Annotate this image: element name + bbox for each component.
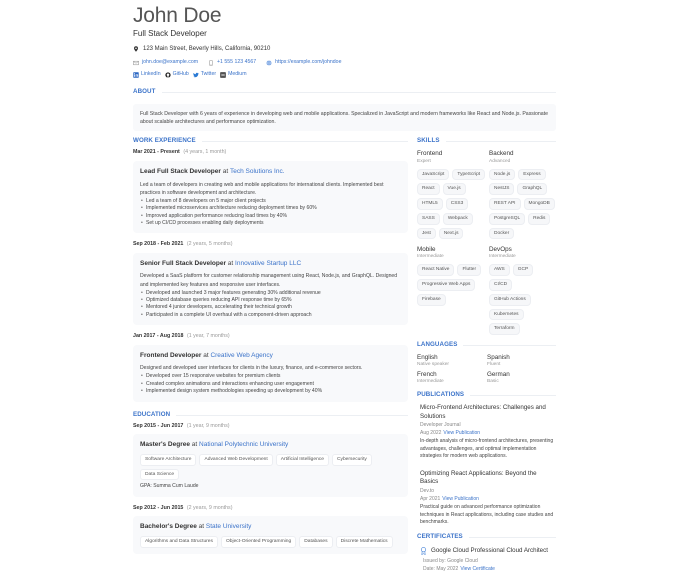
skill-tag: CI/CD — [489, 279, 512, 291]
skill-group-mobile: Mobile Intermediate React Native Flutter Progressive Web Apps Firebase — [417, 245, 489, 335]
skill-tag: NestJS — [489, 183, 514, 195]
job-title: Frontend Developer at Creative Web Agency — [140, 351, 273, 359]
skill-tag: Vue.js — [443, 183, 466, 195]
divider — [162, 92, 557, 93]
job-title: Lead Full Stack Developer at Tech Solutions Inc. — [140, 168, 285, 176]
publication-title: Micro-Frontend Architectures: Challenges and Solutions — [420, 404, 546, 420]
highlight-item: • Implemented microservices architecture reducing deployment times by 60% — [140, 205, 401, 212]
github-link[interactable]: GitHub — [165, 71, 189, 79]
skill-tag: Docker — [489, 228, 514, 240]
certificate-issuer: Issued by: Google Cloud — [423, 557, 478, 564]
skill-group-backend: Backend Advanced Node.js Express NestJS GraphQL REST API MongoDB PostgreSQL Redis Docker — [489, 149, 556, 239]
highlight-item: • Improved application performance reducing load times by 40% — [140, 213, 401, 220]
address-row — [133, 45, 556, 54]
skill-tag: SASS — [417, 213, 440, 225]
course-tag: Artificial Intelligence — [276, 454, 329, 466]
social-links — [133, 71, 556, 79]
company-link[interactable]: Creative Web Agency — [210, 351, 273, 359]
view-publication-link[interactable]: View Publication — [442, 495, 479, 502]
skill-tag: PostgreSQL — [489, 213, 525, 225]
svg-text:M: M — [221, 72, 225, 78]
skill-tag: GraphQL — [517, 183, 547, 195]
job-highlights — [140, 290, 401, 320]
education-heading: EDUCATION — [133, 411, 408, 420]
skill-tag: Next.js — [439, 228, 464, 240]
gpa-text: GPA: Summa Cum Laude — [140, 483, 199, 490]
education-card — [133, 516, 408, 553]
right-column — [417, 137, 556, 573]
divider — [469, 537, 556, 538]
job-title: Senior Full Stack Developer at Innovative Startup LLC — [140, 259, 302, 267]
job-card — [133, 253, 408, 325]
course-tag: Databases — [299, 536, 332, 548]
skill-tag: React — [417, 183, 440, 195]
view-certificate-link[interactable]: View Certificate — [460, 565, 495, 572]
divider — [446, 141, 556, 142]
job-description: Developed a SaaS platform for customer relationship management using React, Node.js, and GraphQL. Designed and implemented key features and responsive user interfaces. — [140, 273, 398, 288]
publication-source: Dev.to — [420, 487, 435, 494]
skill-tag: REST API — [489, 198, 521, 210]
course-tags — [140, 536, 401, 548]
education-dates: Sep 2012 - Jun 2015 (2 years, 9 months) — [133, 504, 233, 511]
two-column-layout — [133, 137, 556, 573]
education-card — [133, 434, 408, 497]
job-dates: Jan 2017 - Aug 2018 (1 year, 7 months) — [133, 333, 230, 340]
contact-row — [133, 59, 556, 67]
envelope-icon — [133, 60, 139, 66]
skill-tag: HTML5 — [417, 198, 443, 210]
phone-icon — [208, 60, 214, 66]
divider — [202, 141, 408, 142]
job-description: Led a team of developers in creating web and mobile applications for international clients. Implemented best practices in software development and architecture. — [140, 181, 384, 196]
website-link[interactable]: https://example.com/johndoe — [266, 59, 341, 67]
skill-tag: Jest — [417, 228, 436, 240]
publication-date: Apr 2021 — [420, 495, 441, 502]
highlight-item: • Participated in a complete UI overhaul with a component-driven approach — [140, 312, 401, 319]
skill-tag: Webpack — [443, 213, 473, 225]
publication-source: Developer Journal — [420, 421, 461, 428]
school-link[interactable]: National Polytechnic University — [199, 441, 289, 449]
job-highlights — [140, 373, 401, 395]
address-text: 123 Main Street, Beverly Hills, California, 90210 — [143, 45, 271, 52]
skill-tag: JavaScript — [417, 169, 449, 181]
publication-description: Practical guide on advanced performance optimization techniques in React applications, including case studies and benchmarks. — [420, 504, 554, 526]
about-text: Full Stack Developer with 6 years of experience in developing web and mobile applications. Specialized in JavaScript and modern frameworks like React and Node.js. Passionate about scalable architectures and performance optimization. — [133, 104, 556, 131]
linkedin-link[interactable]: LinkedIn — [133, 71, 161, 79]
divider — [463, 345, 556, 346]
skill-tag: Kubernetes — [489, 309, 524, 321]
publication-description: In-depth analysis of micro-frontend architectures, presenting advantages, challenges, and optimal implementation strategies for modern web applications. — [420, 438, 554, 460]
job-dates: Mar 2021 - Present (4 years, 1 month) — [133, 149, 227, 156]
skill-tag: Firebase — [417, 294, 446, 306]
highlight-item: • Set up CI/CD processes enabling daily deployments — [140, 220, 401, 227]
email-link[interactable]: john.doe@example.com — [133, 59, 198, 67]
highlight-item: • Developed over 15 responsive websites for premium clients — [140, 373, 401, 380]
company-link[interactable]: Tech Solutions Inc. — [229, 168, 285, 176]
language-item: Spanish Fluent — [487, 354, 510, 368]
job-card — [133, 161, 408, 233]
language-item: German Basic — [487, 371, 510, 385]
publication-item — [417, 461, 556, 527]
skill-tag: React Native — [417, 264, 454, 276]
job-highlights — [140, 198, 401, 228]
languages-heading: LANGUAGES — [417, 341, 556, 350]
skill-group-frontend: Frontend Expert JavaScript TypeScript React Vue.js HTML5 CSS3 SASS Webpack Jest Next.js — [417, 149, 489, 239]
skill-tag: GCP — [513, 264, 533, 276]
course-tag: Object-Oriented Programming — [221, 536, 296, 548]
skill-tag: MongoDB — [524, 198, 555, 210]
course-tag: Software Architecture — [140, 454, 196, 466]
work-heading: WORK EXPERIENCE — [133, 137, 408, 146]
publication-title: Optimizing React Applications: Beyond the Basics — [420, 469, 537, 486]
publications-heading: PUBLICATIONS — [417, 391, 556, 400]
skill-tag: CSS3 — [446, 198, 469, 210]
school-link[interactable]: State University — [205, 523, 252, 531]
skill-group-devops: DevOps Intermediate AWS GCP CI/CD GitHub Actions Kubernetes Terraform — [489, 245, 556, 335]
skill-tag: TypeScript — [452, 169, 485, 181]
company-link[interactable]: Innovative Startup LLC — [235, 259, 302, 267]
certificates-heading: CERTIFICATES — [417, 533, 556, 542]
publication-item — [417, 400, 556, 461]
divider — [176, 415, 408, 416]
map-pin-icon — [133, 46, 139, 52]
highlight-item: • Implemented design system methodologies speeding up development by 40% — [140, 388, 401, 395]
award-icon — [420, 547, 427, 555]
about-heading: ABOUT — [133, 88, 556, 97]
course-tags — [140, 454, 401, 481]
skill-tag: Redis — [528, 213, 550, 225]
skill-tag: Terraform — [489, 323, 520, 335]
skills-heading: SKILLS — [417, 137, 556, 146]
course-tag: Discrete Mathematics — [336, 536, 393, 548]
course-tag: Advanced Web Development — [199, 454, 272, 466]
twitter-link[interactable]: Twitter — [193, 71, 216, 79]
candidate-role: Full Stack Developer — [133, 29, 207, 38]
skill-tag: GitHub Actions — [489, 294, 531, 306]
linkedin-icon — [133, 72, 139, 78]
job-card — [133, 345, 408, 402]
degree-title: Master's Degree at National Polytechnic University — [140, 441, 289, 449]
highlight-item: • Mentored 4 junior developers, accelerating their technical growth — [140, 304, 401, 311]
skill-tag: AWS — [489, 264, 510, 276]
course-tag: Data Science — [140, 469, 179, 481]
highlight-item: • Developed and launched 3 major features generating 30% additional revenue — [140, 290, 401, 297]
view-publication-link[interactable]: View Publication — [443, 430, 481, 437]
resume-page — [133, 0, 556, 573]
twitter-icon — [193, 72, 199, 78]
globe-icon — [266, 60, 272, 66]
medium-icon — [220, 72, 226, 78]
course-tag: Cybersecurity — [332, 454, 372, 466]
left-column — [133, 137, 408, 573]
phone-link[interactable]: +1 555 123 4567 — [208, 59, 256, 67]
certificate-date: Date: May 2022 — [423, 565, 459, 572]
certificate-item — [417, 542, 556, 573]
course-tag: Algorithms and Data Structures — [140, 536, 218, 548]
education-dates: Sep 2015 - Jun 2017 (1 year, 9 months) — [133, 422, 230, 429]
certificate-title: Google Cloud Professional Cloud Architect — [431, 546, 548, 554]
github-icon — [165, 72, 171, 78]
language-item: French Intermediate — [417, 371, 444, 385]
skills-grid — [417, 149, 556, 335]
skill-tag: Flutter — [457, 264, 481, 276]
highlight-item: • Optimized database queries reducing API response time by 65% — [140, 297, 401, 304]
languages-grid — [417, 353, 556, 386]
degree-title: Bachelor's Degree at State University — [140, 523, 252, 531]
highlight-item: • Created complex animations and interactions enhancing user engagement — [140, 381, 401, 388]
candidate-name: John Doe — [133, 4, 222, 27]
language-item: English Native speaker — [417, 354, 449, 368]
skill-tag: Express — [518, 169, 545, 181]
skill-tag: Progressive Web Apps — [417, 279, 475, 291]
job-description: Designed and developed user interfaces for clients in the luxury, finance, and e-commerce sectors. — [140, 365, 363, 372]
divider — [470, 395, 556, 396]
highlight-item: • Led a team of 8 developers on 5 major client projects — [140, 198, 401, 205]
skill-tag: Node.js — [489, 169, 515, 181]
medium-link[interactable]: M Medium — [221, 70, 247, 78]
job-dates: Sep 2018 - Feb 2021 (2 years, 5 months) — [133, 241, 233, 248]
publication-date: Aug 2022 — [420, 430, 442, 437]
